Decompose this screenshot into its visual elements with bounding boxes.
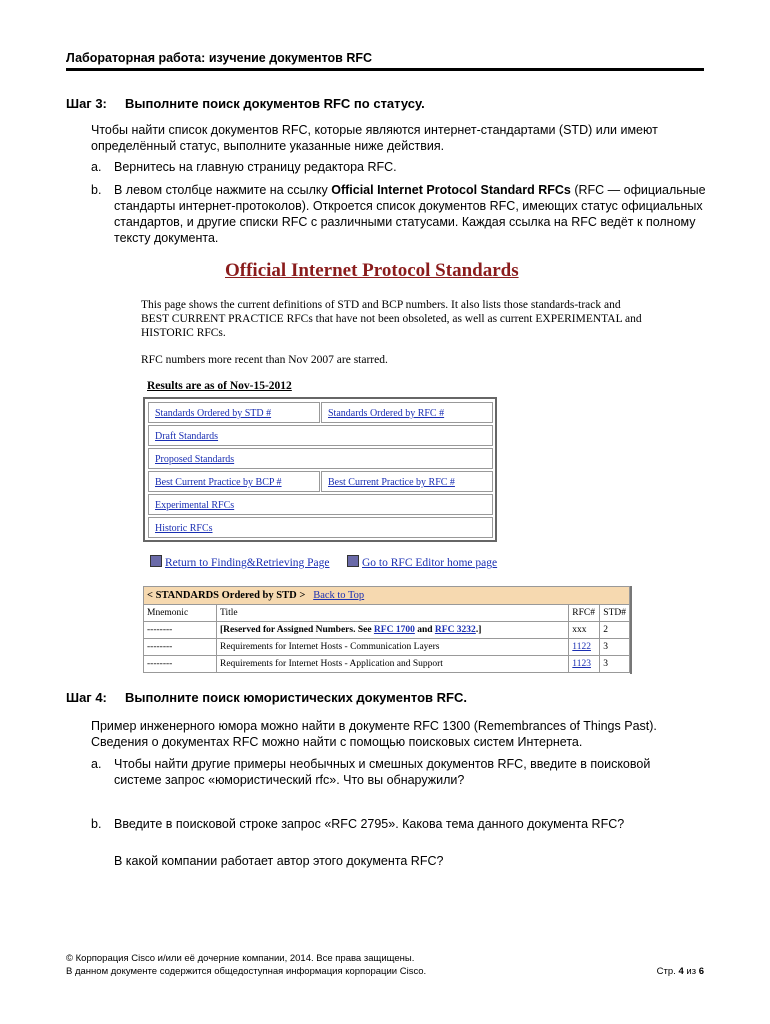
col-header-rfc: RFC# [569,605,600,622]
row-mnemonic: -------- [144,656,217,673]
row-title-pre: [Reserved for Assigned Numbers. See [220,625,374,635]
step4-item-a [91,756,674,788]
rfc-editor-home-label: Go to RFC Editor home page [362,557,498,569]
table-row [144,639,630,656]
row-title: Requirements for Internet Hosts - Application and Support [217,656,569,673]
step3-heading [66,96,425,111]
row-title: Requirements for Internet Hosts - Communication Layers [217,639,569,656]
step4-number: Шаг 4: [66,690,107,705]
rfc3232-link[interactable]: RFC 3232 [434,625,476,635]
link-standards-by-rfc[interactable]: Standards Ordered by RFC # [321,402,493,423]
step4-item-b-letter: b. [91,817,102,831]
link-proposed-standards[interactable]: Proposed Standards [148,448,493,469]
step4-item-a-letter: a. [91,757,102,771]
footer-public-info: В данном документе содержится общедоступная информация корпорации Cisco. [66,966,427,977]
rfc-editor-home-link[interactable] [347,555,497,569]
row-rfc-link[interactable] [569,639,600,656]
page-header-title: Лабораторная работа: изучение документов RFC [66,51,373,65]
row-std: 3 [600,639,630,656]
step4-item-b-text: Введите в поисковой строке запрос «RFC 2795». Какова тема данного документа RFC? [114,817,625,831]
footer-copyright: © Корпорация Cisco и/или её дочерние компании, 2014. Все права защищены. [66,953,415,964]
return-finding-label: Return to Finding&Retrieving Page [165,557,330,569]
step3-item-a [91,159,704,175]
link-experimental-rfcs[interactable]: Experimental RFCs [148,494,493,515]
table-row [144,656,630,673]
row-mnemonic: -------- [144,639,217,656]
screenshot-description: This page shows the current definitions of STD and BCP numbers. It also lists those standards-track and BEST CURRENT PRACTICE RFCs that have not been obsoleted, as well as current EXPERIMENTAL and HISTORIC RFCs. [141,299,642,339]
step3-intro: Чтобы найти список документов RFC, которые являются интернет-стандартами (STD) или имеют определённый статус, выполните указанные ниже действия. [91,123,658,153]
back-to-top-link[interactable]: Back to Top [313,590,365,601]
rfc1700-link[interactable]: RFC 1700 [373,625,415,635]
step3-item-b-bold: Official Internet Protocol Standard RFCs [331,183,571,197]
col-header-title: Title [217,605,569,622]
screenshot-starred-note: RFC numbers more recent than Nov 2007 are starred. [141,354,388,366]
row-title-post: .] [475,625,482,635]
step4-item-a-text: Чтобы найти другие примеры необычных и смешных документов RFC, введите в поисковой системе запрос «юмористический rfc». Что вы обнаружили? [114,757,651,787]
footer-page-number [650,965,704,978]
step3-item-a-letter: a. [91,160,102,174]
col-header-mnemonic: Mnemonic [144,605,217,622]
standards-table-heading [144,587,630,605]
rfc1122-link[interactable]: 1122 [572,642,591,652]
step4-heading [66,690,467,705]
page-current: 4 [678,966,684,977]
rfc1123-link[interactable]: 1123 [572,659,591,669]
row-mnemonic: -------- [144,622,217,639]
row-rfc: xxx [569,622,600,639]
step3-item-b-pre: В левом столбце нажмите на ссылку [114,183,332,197]
page-icon [347,555,359,567]
step3-item-b-letter: b. [91,183,102,197]
screenshot-edge [630,586,632,674]
step3-number: Шаг 3: [66,96,107,111]
header-rule [66,68,704,71]
row-rfc-link[interactable] [569,656,600,673]
page-of: из [683,966,699,977]
standards-table [143,586,630,673]
row-title [217,622,569,639]
page-total: 6 [698,966,704,977]
step4-intro: Пример инженерного юмора можно найти в документе RFC 1300 (Remembrances of Things Past). Сведения о документах RFC можно найти с помощью поисковых систем Интернета. [91,719,657,749]
table-row [144,622,630,639]
step3-title: Выполните поиск документов RFC по статусу. [125,96,425,111]
step3-item-b [91,182,706,246]
link-bcp-by-rfc[interactable]: Best Current Practice by RFC # [321,471,493,492]
page-icon [150,555,162,567]
row-title-mid: and [414,625,435,635]
link-draft-standards[interactable]: Draft Standards [148,425,493,446]
step4-title: Выполните поиск юмористических документов RFC. [125,690,467,705]
col-header-std: STD# [600,605,630,622]
step4-followup: В какой компании работает автор этого документа RFC? [114,854,444,868]
return-finding-link[interactable] [150,555,330,569]
link-standards-by-std[interactable]: Standards Ordered by STD # [148,402,320,423]
rfc-links-grid [143,397,497,542]
step3-item-a-text: Вернитесь на главную страницу редактора RFC. [114,160,397,174]
row-std: 2 [600,622,630,639]
step4-item-b [91,816,704,832]
page-prefix: Стр. [656,966,679,977]
results-date-title: Results are as of Nov-15-2012 [147,380,292,392]
step3-item-b-post: (RFC — официальные стандарты интернет-протоколов). Откроется список документов RFC, имеющих статус официальных стандартов, и другие списки RFC с различными статусами. Каждая ссылка на RFC ведёт к полному тексту документа. [114,183,706,245]
link-bcp-by-bcp[interactable]: Best Current Practice by BCP # [148,471,320,492]
row-std: 3 [600,656,630,673]
screenshot-title: Official Internet Protocol Standards [225,260,519,281]
link-historic-rfcs[interactable]: Historic RFCs [148,517,493,538]
standards-heading-text: < STANDARDS Ordered by STD > [147,590,306,601]
